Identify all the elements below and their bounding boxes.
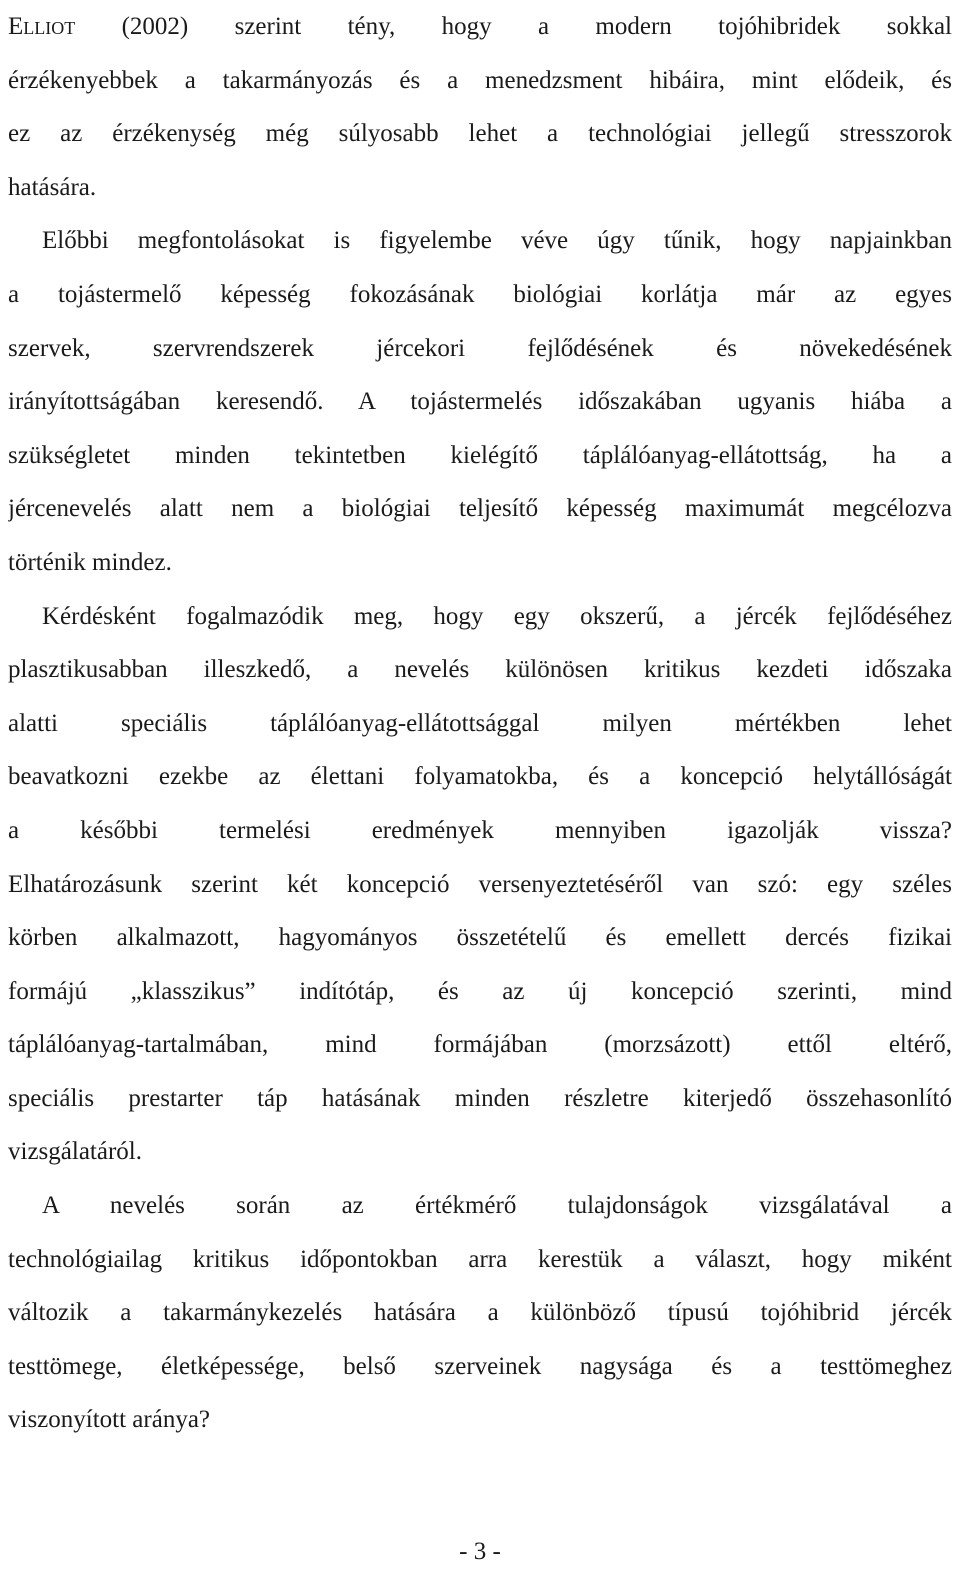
text-line: testtömege, életképessége, belső szerveinek nagysága és a testtömeghez bbox=[8, 1352, 952, 1380]
text-line: hatására. bbox=[8, 173, 97, 201]
text-line: speciális prestarter táp hatásának minden részletre kiterjedő összehasonlító bbox=[8, 1084, 952, 1112]
page-number: - 3 - bbox=[459, 1538, 501, 1565]
text-line: Elhatározásunk szerint két koncepció versenyeztetéséről van szó: egy széles bbox=[8, 870, 952, 898]
paragraph-1 bbox=[8, 0, 952, 214]
text-line: jércenevelés alatt nem a biológiai teljesítő képesség maximumát megcélozva bbox=[8, 495, 952, 523]
text-line: Elliot (2002) szerint tény, hogy a modern tojóhibridek sokkal bbox=[8, 13, 952, 40]
paragraph-3 bbox=[8, 590, 952, 1180]
text-line: technológiailag kritikus időpontokban arra kerestük a választ, hogy miként bbox=[8, 1245, 952, 1273]
text-line: viszonyított aránya? bbox=[8, 1406, 211, 1434]
text-line: érzékenyebbek a takarmányozás és a menedzsment hibáira, mint elődeik, és bbox=[8, 66, 952, 94]
text-line: körben alkalmazott, hagyományos összetételű és emellett dercés fizikai bbox=[8, 924, 952, 952]
text-line: Kérdésként fogalmazódik meg, hogy egy okszerű, a jércék fejlődéséhez bbox=[42, 602, 952, 630]
text-line: a tojástermelő képesség fokozásának biológiai korlátja már az egyes bbox=[8, 280, 952, 308]
author-name: Elliot bbox=[8, 13, 76, 40]
text-line: plasztikusabban illeszkedő, a nevelés különösen kritikus kezdeti időszaka bbox=[8, 656, 952, 684]
text-line: vizsgálatáról. bbox=[8, 1138, 142, 1166]
text-line: táplálóanyag-tartalmában, mind formájában (morzsázott) ettől eltérő, bbox=[8, 1031, 952, 1059]
text-line: szervek, szervrendszerek jércekori fejlődésének és növekedésének bbox=[8, 334, 952, 362]
text-line: irányítottságában keresendő. A tojástermelés időszakában ugyanis hiába a bbox=[8, 388, 952, 416]
document-body bbox=[8, 0, 952, 1447]
text-line: alatti speciális táplálóanyag-ellátottsággal milyen mértékben lehet bbox=[8, 709, 952, 737]
text-line: szükségletet minden tekintetben kielégítő táplálóanyag-ellátottság, ha a bbox=[8, 441, 952, 469]
text-line: beavatkozni ezekbe az élettani folyamatokba, és a koncepció helytállóságát bbox=[8, 763, 952, 791]
paragraph-4 bbox=[8, 1179, 952, 1447]
paragraph-2 bbox=[8, 214, 952, 589]
text-line: a későbbi termelési eredmények mennyiben igazolják vissza? bbox=[8, 816, 952, 844]
text-line: ez az érzékenység még súlyosabb lehet a technológiai jellegű stresszorok bbox=[8, 120, 952, 148]
text-line: A nevelés során az értékmérő tulajdonságok vizsgálatával a bbox=[42, 1192, 952, 1220]
text-line: formájú „klasszikus” indítótáp, és az új koncepció szerinti, mind bbox=[8, 977, 952, 1005]
text-line: változik a takarmánykezelés hatására a különböző típusú tojóhibrid jércék bbox=[8, 1299, 952, 1327]
text-line: Előbbi megfontolásokat is figyelembe véve úgy tűnik, hogy napjainkban bbox=[42, 227, 952, 255]
text-line: történik mindez. bbox=[8, 548, 172, 576]
